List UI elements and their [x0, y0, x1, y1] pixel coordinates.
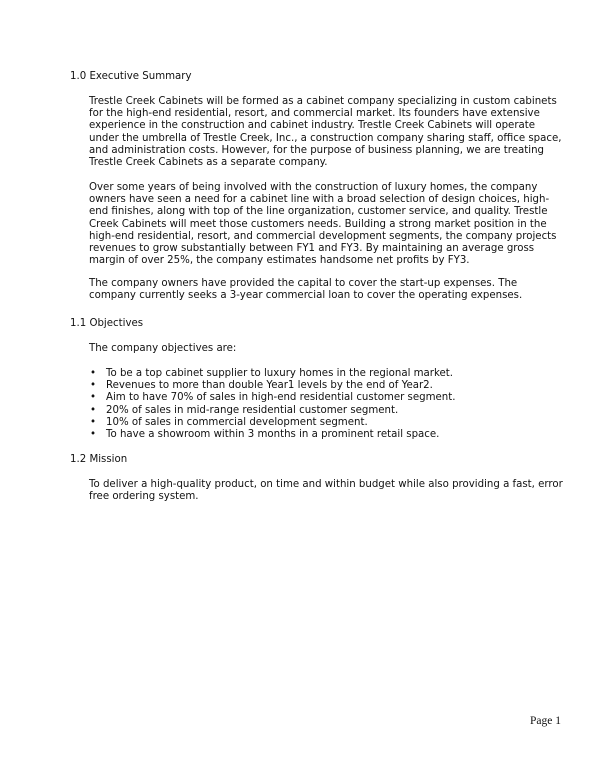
objective-item-text: 20% of sales in mid-range residential customer segment.	[106, 404, 399, 416]
objective-item	[89, 380, 567, 392]
objective-item	[89, 368, 567, 380]
objective-item-text: Revenues to more than double Year1 levels by the end of Year2.	[106, 380, 433, 392]
bullet-icon: •	[90, 429, 97, 441]
bullet-icon: •	[90, 392, 97, 404]
executive-summary-heading: 1.0 Executive Summary	[70, 71, 192, 82]
objectives-intro: The company objectives are:	[89, 343, 237, 354]
bullet-icon: •	[90, 404, 97, 416]
objective-item	[89, 429, 567, 441]
objective-item-text: Aim to have 70% of sales in high-end residential customer segment.	[106, 392, 456, 404]
mission-paragraph: To deliver a high-quality product, on time and within budget while also providing a fast, error free ordering system.	[89, 479, 563, 503]
bullet-icon: •	[90, 416, 97, 428]
executive-summary-paragraph-1: Trestle Creek Cabinets will be formed as a cabinet company specializing in custom cabinets for the high-end residential, resort, and commercial market. Its founders have extensive experience in the construction and cabinet industry. Trestle Creek Cabinets will operate under the umbrella of Trestle Creek, Inc., a construction company sharing staff, office space, and administration costs. However, for the purpose of business planning, we are treating Trestle Creek Cabinets as a separate company.	[89, 96, 562, 169]
objective-item	[89, 392, 567, 404]
bullet-icon: •	[90, 380, 97, 392]
objective-item-text: To have a showroom within 3 months in a prominent retail space.	[106, 429, 440, 441]
executive-summary-paragraph-2: Over some years of being involved with the construction of luxury homes, the company owners have seen a need for a cabinet line with a broad selection of design choices, high-end finishes, along with top of the line organization, customer service, and quality. Trestle Creek Cabinets will meet those customers needs. Building a strong market position in the high-end residential, resort, and commercial development segments, the company projects revenues to grow substantially between FY1 and FY3. By maintaining an average gross margin of over 25%, the company estimates handsome net profits by FY3.	[89, 182, 557, 267]
page-number: Page 1	[530, 715, 561, 727]
executive-summary-paragraph-3: The company owners have provided the capital to cover the start-up expenses. The company currently seeks a 3-year commercial loan to cover the operating expenses.	[89, 278, 523, 302]
objectives-heading: 1.1 Objectives	[70, 318, 144, 329]
objectives-list	[89, 368, 567, 441]
objective-item	[89, 405, 567, 417]
objective-item-text: To be a top cabinet supplier to luxury homes in the regional market.	[106, 368, 454, 379]
bullet-icon: •	[90, 368, 97, 379]
objective-item	[89, 417, 567, 429]
mission-heading: 1.2 Mission	[70, 454, 128, 465]
objective-item-text: 10% of sales in commercial development segment.	[106, 416, 368, 428]
